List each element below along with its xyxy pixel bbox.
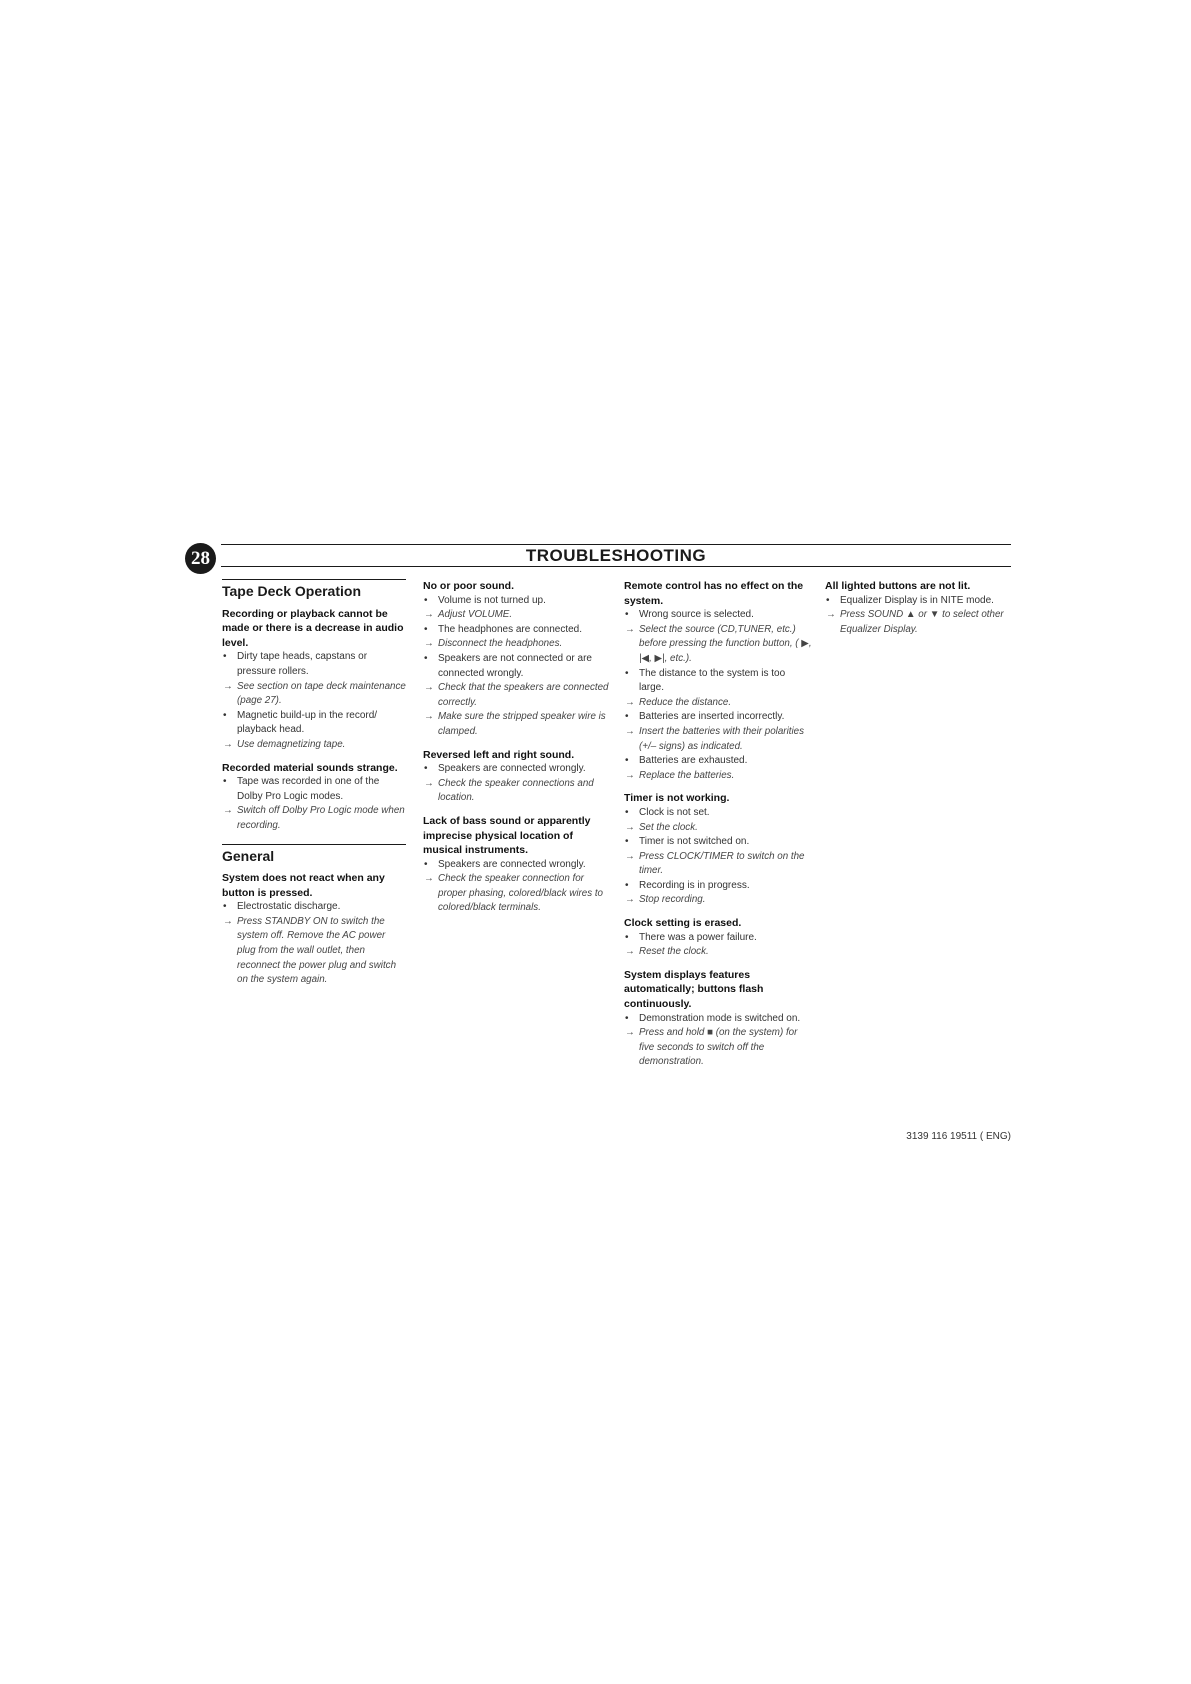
- arrow-right-icon: →: [424, 609, 434, 621]
- item-text: Reset the clock.: [639, 946, 709, 958]
- troubleshooting-topic: [222, 761, 406, 834]
- problem-title: Lack of bass sound or apparently imprecise physical location of musical instruments.: [423, 814, 591, 857]
- cause-item: [222, 650, 406, 679]
- cause-item: [624, 667, 812, 696]
- arrow-right-icon: →: [424, 638, 434, 650]
- item-text: Speakers are connected wrongly.: [438, 763, 586, 775]
- item-text: Press SOUND ▲ or ▼ to select other Equalizer Display.: [840, 609, 1004, 635]
- item-text: There was a power failure.: [639, 931, 757, 943]
- arrow-right-icon: →: [625, 946, 635, 958]
- item-text: Volume is not turned up.: [438, 594, 546, 606]
- solution-list: [624, 608, 812, 783]
- remedy-item: [624, 893, 812, 908]
- arrow-right-icon: →: [625, 623, 635, 635]
- arrow-right-icon: →: [424, 711, 434, 723]
- bullet-icon: •: [625, 879, 629, 891]
- item-text: Tape was recorded in one of the Dolby Pro Logic modes.: [237, 776, 380, 802]
- bullet-icon: •: [625, 711, 629, 723]
- item-text: Clock is not set.: [639, 806, 710, 818]
- remedy-item: [624, 769, 812, 784]
- cause-item: [624, 710, 812, 725]
- arrow-right-icon: →: [625, 894, 635, 906]
- arrow-right-icon: →: [625, 769, 635, 781]
- remedy-item: [624, 725, 812, 754]
- problem-title: Reversed left and right sound.: [423, 748, 575, 761]
- item-text: Batteries are exhausted.: [639, 755, 748, 767]
- arrow-right-icon: →: [625, 725, 635, 737]
- bullet-icon: •: [223, 776, 227, 788]
- troubleshooting-topic: [825, 579, 1013, 637]
- bullet-icon: •: [424, 858, 428, 870]
- bullet-icon: •: [625, 931, 629, 943]
- item-text: Timer is not switched on.: [639, 836, 750, 848]
- item-text: Disconnect the headphones.: [438, 638, 563, 650]
- arrow-right-icon: →: [625, 821, 635, 833]
- cause-item: [423, 594, 611, 609]
- troubleshooting-topic: [423, 579, 611, 740]
- bullet-icon: •: [424, 652, 428, 664]
- document-code: 3139 116 19511 ( ENG): [906, 1131, 1011, 1142]
- section-heading: Tape Deck Operation: [222, 579, 406, 601]
- item-text: Use demagnetizing tape.: [237, 738, 346, 750]
- column-3: [624, 579, 812, 1078]
- remedy-item: [624, 1026, 812, 1070]
- solution-list: [624, 806, 812, 908]
- item-text: Replace the batteries.: [639, 769, 735, 781]
- item-text: Speakers are connected wrongly.: [438, 858, 586, 870]
- bullet-icon: •: [826, 594, 830, 606]
- cause-item: [624, 754, 812, 769]
- bullet-icon: •: [424, 594, 428, 606]
- problem-title: System displays features automatically; buttons flash continuously.: [624, 968, 764, 1011]
- remedy-item: [423, 710, 611, 739]
- item-text: Check the speaker connection for proper phasing, colored/black wires to colored/black terminals.: [438, 873, 604, 914]
- solution-list: [423, 858, 611, 916]
- solution-list: [624, 1012, 812, 1070]
- item-text: Batteries are inserted incorrectly.: [639, 711, 785, 723]
- remedy-item: [423, 777, 611, 806]
- cause-item: [222, 900, 406, 915]
- cause-item: [222, 775, 406, 804]
- remedy-item: [423, 681, 611, 710]
- bullet-icon: •: [424, 763, 428, 775]
- item-text: Make sure the stripped speaker wire is clamped.: [438, 711, 606, 737]
- cause-item: [624, 931, 812, 946]
- troubleshooting-topic: [624, 579, 812, 783]
- item-text: Magnetic build-up in the record/ playback head.: [237, 709, 378, 736]
- item-text: Demonstration mode is switched on.: [639, 1012, 801, 1024]
- arrow-right-icon: →: [223, 680, 233, 692]
- remedy-item: [423, 608, 611, 623]
- remedy-item: [423, 872, 611, 916]
- problem-title: All lighted buttons are not lit.: [825, 580, 971, 592]
- cause-item: [624, 608, 812, 623]
- item-text: The distance to the system is too large.: [639, 667, 786, 694]
- item-text: Insert the batteries with their polarities (+/– signs) as indicated.: [639, 725, 804, 752]
- problem-title: Timer is not working.: [624, 792, 730, 805]
- item-text: The headphones are connected.: [438, 623, 582, 635]
- item-text: Adjust VOLUME.: [438, 609, 513, 621]
- remedy-item: [222, 915, 406, 988]
- troubleshooting-topic: [222, 607, 406, 753]
- item-text: Dirty tape heads, capstans or pressure rollers.: [237, 651, 368, 677]
- cause-item: [423, 652, 611, 681]
- arrow-right-icon: →: [625, 696, 635, 708]
- arrow-right-icon: →: [826, 609, 836, 621]
- remedy-item: [624, 850, 812, 879]
- section-heading: General: [222, 844, 406, 866]
- bullet-icon: •: [625, 806, 629, 818]
- problem-title: Clock setting is erased.: [624, 917, 742, 930]
- bullet-icon: •: [424, 623, 428, 635]
- item-text: Set the clock.: [639, 821, 698, 833]
- title-bar: [221, 544, 1011, 567]
- arrow-right-icon: →: [223, 805, 233, 817]
- item-text: Check that the speakers are connected correctly.: [438, 682, 609, 708]
- arrow-right-icon: →: [424, 682, 434, 694]
- cause-item: [624, 1012, 812, 1027]
- item-text: Wrong source is selected.: [639, 609, 754, 621]
- item-text: Switch off Dolby Pro Logic mode when recording.: [237, 805, 405, 831]
- troubleshooting-topic: [624, 968, 812, 1070]
- problem-title: Remote control has no effect on the system.: [624, 580, 804, 607]
- column-2: [423, 579, 611, 924]
- solution-list: [222, 900, 406, 988]
- section-tape-deck-operation: [222, 579, 406, 834]
- bullet-icon: •: [625, 667, 629, 679]
- remedy-item: [222, 804, 406, 833]
- arrow-right-icon: →: [424, 873, 434, 885]
- cause-item: [624, 879, 812, 894]
- page-number-badge: [185, 543, 216, 574]
- arrow-right-icon: →: [223, 915, 233, 927]
- problem-title: Recording or playback cannot be made or there is a decrease in audio level.: [222, 607, 404, 649]
- remedy-item: [222, 738, 406, 753]
- remedy-item: [624, 945, 812, 960]
- remedy-item: [624, 623, 812, 667]
- remedy-item: [222, 680, 406, 709]
- arrow-right-icon: →: [223, 738, 233, 750]
- troubleshooting-topic: [624, 791, 812, 908]
- cause-item: [624, 806, 812, 821]
- solution-list: [423, 594, 611, 740]
- item-text: Stop recording.: [639, 894, 706, 906]
- bullet-icon: •: [625, 755, 629, 767]
- bullet-icon: •: [625, 609, 629, 621]
- bullet-icon: •: [223, 651, 227, 663]
- cause-item: [222, 709, 406, 738]
- page-title: TROUBLESHOOTING: [525, 545, 707, 565]
- solution-list: [222, 650, 406, 752]
- page-number: 28: [191, 547, 210, 569]
- item-text: Recording is in progress.: [639, 879, 750, 891]
- remedy-item: [624, 696, 812, 711]
- troubleshooting-topic: [423, 748, 611, 806]
- column-1: [222, 579, 406, 996]
- cause-item: [423, 623, 611, 638]
- cause-item: [624, 835, 812, 850]
- problem-title: System does not react when any button is pressed.: [222, 872, 385, 899]
- bullet-icon: •: [625, 1012, 629, 1024]
- troubleshooting-topic: [222, 871, 406, 988]
- problem-title: No or poor sound.: [423, 580, 514, 592]
- solution-list: [222, 775, 406, 833]
- item-text: Press and hold ■ (on the system) for five seconds to switch off the demonstration.: [639, 1027, 798, 1068]
- arrow-right-icon: →: [625, 850, 635, 862]
- item-text: Reduce the distance.: [639, 696, 732, 708]
- cause-item: [423, 762, 611, 777]
- item-text: Check the speaker connections and location.: [438, 777, 594, 804]
- troubleshooting-topic: [423, 814, 611, 916]
- problem-title: Recorded material sounds strange.: [222, 761, 398, 774]
- item-text: Electrostatic discharge.: [237, 901, 341, 913]
- remedy-item: [825, 608, 1013, 637]
- section-general: [222, 844, 406, 988]
- solution-list: [423, 762, 611, 806]
- item-text: See section on tape deck maintenance (page 27).: [237, 680, 406, 707]
- bullet-icon: •: [223, 709, 227, 721]
- troubleshooting-topic: [624, 916, 812, 960]
- cause-item: [423, 858, 611, 873]
- item-text: Equalizer Display is in NITE mode.: [840, 594, 994, 606]
- solution-list: [825, 594, 1013, 638]
- column-4: [825, 579, 1013, 645]
- remedy-item: [423, 637, 611, 652]
- item-text: Press STANDBY ON to switch the system off. Remove the AC power plug from the wall outlet, then reconnect the power plug and switch on the system again.: [237, 915, 397, 986]
- bullet-icon: •: [223, 901, 227, 913]
- item-text: Press CLOCK/TIMER to switch on the timer.: [639, 850, 805, 877]
- solution-list: [624, 931, 812, 960]
- arrow-right-icon: →: [625, 1027, 635, 1039]
- cause-item: [825, 594, 1013, 609]
- arrow-right-icon: →: [424, 777, 434, 789]
- remedy-item: [624, 821, 812, 836]
- item-text: Select the source (CD,TUNER, etc.) before pressing the function button, ( ▶, |◀, ▶|, etc.).: [639, 623, 812, 664]
- bullet-icon: •: [625, 836, 629, 848]
- item-text: Speakers are not connected or are connected wrongly.: [438, 652, 592, 679]
